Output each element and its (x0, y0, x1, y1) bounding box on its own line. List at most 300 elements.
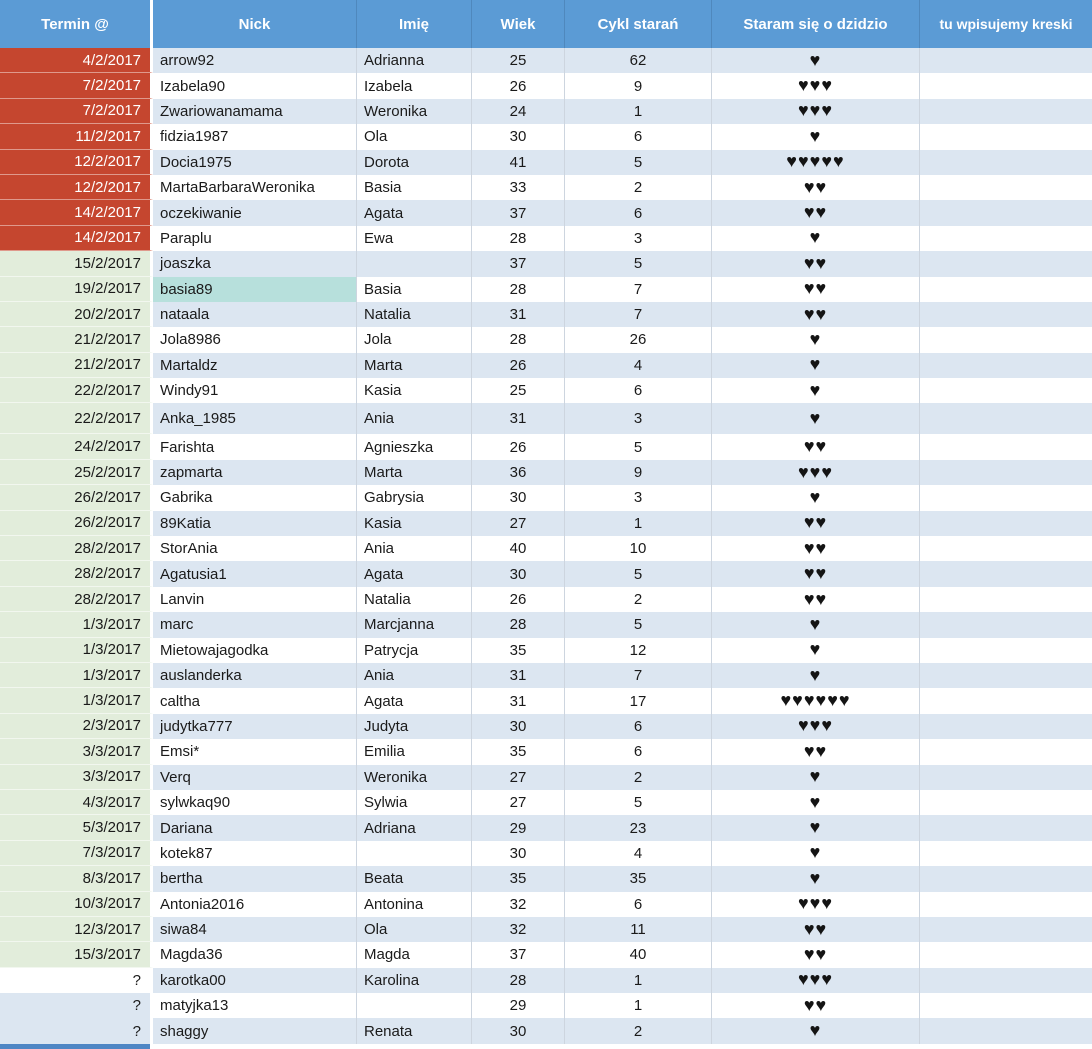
nick-cell[interactable]: arrow92 (153, 48, 357, 73)
cycle-cell[interactable]: 9 (565, 460, 712, 485)
cycle-cell[interactable]: 7 (565, 277, 712, 302)
hearts-cell[interactable] (712, 150, 920, 175)
nick-cell[interactable]: bertha (153, 866, 357, 891)
name-cell[interactable]: Ola (357, 917, 472, 942)
kreski-cell[interactable] (920, 485, 1092, 510)
nick-cell[interactable]: StorAnia (153, 536, 357, 561)
column-header-cykl[interactable]: Cykl starań (565, 0, 712, 48)
cycle-cell[interactable]: 6 (565, 200, 712, 225)
cycle-cell[interactable]: 62 (565, 48, 712, 73)
hearts-cell[interactable] (712, 612, 920, 637)
hearts-cell[interactable] (712, 175, 920, 200)
date-cell[interactable]: ? (0, 1018, 153, 1043)
age-cell[interactable]: 37 (472, 251, 565, 276)
age-cell[interactable]: 36 (472, 460, 565, 485)
hearts-cell[interactable] (712, 378, 920, 403)
date-cell[interactable]: 7/2/2017 (0, 99, 153, 124)
heart-icons: ♥ (809, 842, 822, 863)
name-cell[interactable]: Judyta (357, 714, 472, 739)
age-cell[interactable]: 28 (472, 968, 565, 993)
name-cell[interactable]: Dorota (357, 150, 472, 175)
nick-cell[interactable]: zapmarta (153, 460, 357, 485)
header-row (0, 0, 1092, 48)
hearts-cell[interactable] (712, 765, 920, 790)
nick-cell[interactable]: 89Katia (153, 511, 357, 536)
age-cell[interactable]: 30 (472, 714, 565, 739)
kreski-cell[interactable] (920, 175, 1092, 200)
age-cell[interactable]: 26 (472, 434, 565, 459)
heart-icons: ♥♥♥♥♥♥ (780, 690, 851, 711)
age-cell[interactable]: 40 (472, 536, 565, 561)
date-cell[interactable]: 1/3/2017 (0, 638, 153, 663)
age-cell[interactable]: 37 (472, 200, 565, 225)
name-cell[interactable]: Marcjanna (357, 612, 472, 637)
cycle-cell[interactable]: 2 (565, 175, 712, 200)
cycle-cell[interactable]: 4 (565, 841, 712, 866)
name-cell[interactable]: Basia (357, 175, 472, 200)
kreski-cell[interactable] (920, 638, 1092, 663)
name-cell[interactable]: Karolina (357, 968, 472, 993)
heart-icons: ♥ (809, 354, 822, 375)
age-cell[interactable]: 28 (472, 226, 565, 251)
name-cell[interactable]: Renata (357, 1018, 472, 1043)
age-cell[interactable]: 35 (472, 739, 565, 764)
date-cell[interactable]: 3/3/2017 (0, 739, 153, 764)
date-cell[interactable]: 5/3/2017 (0, 815, 153, 840)
age-cell[interactable]: 32 (472, 892, 565, 917)
date-cell[interactable]: 12/2/2017 (0, 150, 153, 175)
hearts-cell[interactable] (712, 790, 920, 815)
nick-cell[interactable]: sylwkaq90 (153, 790, 357, 815)
date-cell[interactable]: 7/2/2017 (0, 73, 153, 98)
kreski-cell[interactable] (920, 73, 1092, 98)
cycle-cell[interactable]: 5 (565, 612, 712, 637)
heart-icons: ♥♥♥ (797, 100, 834, 121)
age-cell[interactable]: 28 (472, 277, 565, 302)
name-cell[interactable]: Marta (357, 353, 472, 378)
hearts-cell[interactable] (712, 688, 920, 713)
heart-icons: ♥ (809, 328, 822, 349)
nick-cell[interactable]: Lanvin (153, 587, 357, 612)
nick-cell[interactable]: Jola8986 (153, 327, 357, 352)
hearts-cell[interactable] (712, 403, 920, 434)
kreski-cell[interactable] (920, 1018, 1092, 1043)
cycle-cell[interactable]: 2 (565, 765, 712, 790)
cycle-cell[interactable]: 6 (565, 124, 712, 149)
age-cell[interactable]: 25 (472, 378, 565, 403)
cycle-cell[interactable]: 35 (565, 866, 712, 891)
name-cell[interactable] (357, 993, 472, 1018)
hearts-cell[interactable] (712, 99, 920, 124)
hearts-cell[interactable] (712, 302, 920, 327)
cycle-cell[interactable]: 7 (565, 302, 712, 327)
cycle-cell[interactable]: 6 (565, 714, 712, 739)
date-cell[interactable]: 1/3/2017 (0, 688, 153, 713)
nick-cell[interactable]: Antonia2016 (153, 892, 357, 917)
age-cell[interactable]: 31 (472, 688, 565, 713)
kreski-cell[interactable] (920, 892, 1092, 917)
name-cell[interactable]: Ania (357, 536, 472, 561)
name-cell[interactable]: Patrycja (357, 638, 472, 663)
age-cell[interactable]: 32 (472, 917, 565, 942)
cycle-cell[interactable]: 26 (565, 327, 712, 352)
cycle-cell[interactable]: 2 (565, 1018, 712, 1043)
table-body (0, 48, 1092, 1044)
name-cell[interactable]: Jola (357, 327, 472, 352)
nick-cell[interactable]: Agatusia1 (153, 561, 357, 586)
hearts-cell[interactable] (712, 638, 920, 663)
name-cell[interactable]: Kasia (357, 511, 472, 536)
cycle-cell[interactable]: 3 (565, 485, 712, 510)
cycle-cell[interactable]: 3 (565, 226, 712, 251)
name-cell[interactable]: Magda (357, 942, 472, 967)
cycle-cell[interactable]: 6 (565, 378, 712, 403)
hearts-cell[interactable] (712, 892, 920, 917)
heart-icons: ♥ (809, 766, 822, 787)
date-cell[interactable]: 14/2/2017 (0, 226, 153, 251)
heart-icons: ♥♥ (803, 994, 828, 1015)
age-cell[interactable]: 35 (472, 638, 565, 663)
nick-cell[interactable]: judytka777 (153, 714, 357, 739)
name-cell[interactable]: Ania (357, 403, 472, 434)
name-cell[interactable]: Agnieszka (357, 434, 472, 459)
table-row (0, 403, 1092, 434)
hearts-cell[interactable] (712, 460, 920, 485)
cycle-cell[interactable]: 7 (565, 663, 712, 688)
name-cell[interactable]: Weronika (357, 765, 472, 790)
cycle-cell[interactable]: 6 (565, 739, 712, 764)
kreski-cell[interactable] (920, 353, 1092, 378)
hearts-cell[interactable] (712, 124, 920, 149)
nick-cell[interactable]: caltha (153, 688, 357, 713)
hearts-cell[interactable] (712, 536, 920, 561)
age-cell[interactable]: 30 (472, 1018, 565, 1043)
age-cell[interactable]: 31 (472, 663, 565, 688)
age-cell[interactable]: 25 (472, 48, 565, 73)
age-cell[interactable]: 29 (472, 993, 565, 1018)
hearts-cell[interactable] (712, 277, 920, 302)
date-cell[interactable]: 24/2/2017 (0, 434, 153, 459)
heart-icons: ♥ (809, 613, 822, 634)
age-cell[interactable]: 33 (472, 175, 565, 200)
hearts-cell[interactable] (712, 485, 920, 510)
nick-cell[interactable]: Docia1975 (153, 150, 357, 175)
age-cell[interactable]: 30 (472, 485, 565, 510)
age-cell[interactable]: 41 (472, 150, 565, 175)
kreski-cell[interactable] (920, 612, 1092, 637)
hearts-cell[interactable] (712, 200, 920, 225)
age-cell[interactable]: 31 (472, 302, 565, 327)
column-header-nick[interactable]: Nick (153, 0, 357, 48)
name-cell[interactable] (357, 251, 472, 276)
cycle-cell[interactable]: 5 (565, 150, 712, 175)
column-header-wiek[interactable]: Wiek (472, 0, 565, 48)
age-cell[interactable]: 31 (472, 403, 565, 434)
cycle-cell[interactable]: 5 (565, 790, 712, 815)
hearts-cell[interactable] (712, 226, 920, 251)
name-cell[interactable]: Beata (357, 866, 472, 891)
date-cell[interactable]: 12/2/2017 (0, 175, 153, 200)
date-cell[interactable]: 15/2/2017 (0, 251, 153, 276)
age-cell[interactable]: 26 (472, 353, 565, 378)
nick-cell[interactable]: Gabrika (153, 485, 357, 510)
kreski-cell[interactable] (920, 226, 1092, 251)
nick-cell[interactable]: nataala (153, 302, 357, 327)
kreski-cell[interactable] (920, 739, 1092, 764)
cycle-cell[interactable]: 1 (565, 968, 712, 993)
nick-cell[interactable]: Martaldz (153, 353, 357, 378)
nick-cell[interactable]: joaszka (153, 251, 357, 276)
heart-icons: ♥♥ (803, 563, 828, 584)
kreski-cell[interactable] (920, 536, 1092, 561)
cycle-cell[interactable]: 6 (565, 892, 712, 917)
name-cell[interactable]: Marta (357, 460, 472, 485)
nick-cell[interactable]: shaggy (153, 1018, 357, 1043)
date-cell[interactable]: 12/3/2017 (0, 917, 153, 942)
name-cell[interactable]: Sylwia (357, 790, 472, 815)
age-cell[interactable]: 30 (472, 841, 565, 866)
kreski-cell[interactable] (920, 942, 1092, 967)
column-header-dzidzio[interactable]: Staram się o dzidzio (712, 0, 920, 48)
nick-cell[interactable]: Windy91 (153, 378, 357, 403)
kreski-cell[interactable] (920, 841, 1092, 866)
age-cell[interactable]: 28 (472, 327, 565, 352)
table-row (0, 688, 1092, 713)
hearts-cell[interactable] (712, 815, 920, 840)
kreski-cell[interactable] (920, 460, 1092, 485)
kreski-cell[interactable] (920, 277, 1092, 302)
name-cell[interactable]: Adrianna (357, 48, 472, 73)
date-cell[interactable]: 25/2/2017 (0, 460, 153, 485)
date-cell[interactable]: ? (0, 993, 153, 1018)
kreski-cell[interactable] (920, 327, 1092, 352)
age-cell[interactable]: 27 (472, 511, 565, 536)
kreski-cell[interactable] (920, 511, 1092, 536)
kreski-cell[interactable] (920, 200, 1092, 225)
date-cell[interactable]: 4/3/2017 (0, 790, 153, 815)
nick-cell[interactable]: Dariana (153, 815, 357, 840)
date-cell[interactable]: 26/2/2017 (0, 511, 153, 536)
cycle-cell[interactable]: 4 (565, 353, 712, 378)
age-cell[interactable]: 30 (472, 561, 565, 586)
age-cell[interactable]: 30 (472, 124, 565, 149)
age-cell[interactable]: 26 (472, 587, 565, 612)
cycle-cell[interactable]: 17 (565, 688, 712, 713)
date-cell[interactable]: 21/2/2017 (0, 353, 153, 378)
cycle-cell[interactable]: 12 (565, 638, 712, 663)
name-cell[interactable]: Ania (357, 663, 472, 688)
nick-cell[interactable]: Emsi* (153, 739, 357, 764)
cycle-cell[interactable]: 2 (565, 587, 712, 612)
cycle-cell[interactable]: 11 (565, 917, 712, 942)
kreski-cell[interactable] (920, 714, 1092, 739)
date-cell[interactable]: 28/2/2017 (0, 587, 153, 612)
nick-cell[interactable]: kotek87 (153, 841, 357, 866)
age-cell[interactable]: 35 (472, 866, 565, 891)
hearts-cell[interactable] (712, 917, 920, 942)
nick-cell[interactable]: Magda36 (153, 942, 357, 967)
nick-cell[interactable]: oczekiwanie (153, 200, 357, 225)
nick-cell[interactable]: Verq (153, 765, 357, 790)
age-cell[interactable]: 27 (472, 790, 565, 815)
name-cell[interactable]: Antonina (357, 892, 472, 917)
kreski-cell[interactable] (920, 434, 1092, 459)
name-cell[interactable]: Emilia (357, 739, 472, 764)
date-cell[interactable]: 22/2/2017 (0, 378, 153, 403)
age-cell[interactable]: 29 (472, 815, 565, 840)
name-cell[interactable]: Weronika (357, 99, 472, 124)
table-row (0, 638, 1092, 663)
kreski-cell[interactable] (920, 150, 1092, 175)
nick-cell[interactable]: Izabela90 (153, 73, 357, 98)
kreski-cell[interactable] (920, 48, 1092, 73)
date-cell[interactable]: ? (0, 968, 153, 993)
date-cell[interactable]: 3/3/2017 (0, 765, 153, 790)
hearts-cell[interactable] (712, 251, 920, 276)
date-cell[interactable]: 19/2/2017 (0, 277, 153, 302)
hearts-cell[interactable] (712, 73, 920, 98)
nick-cell[interactable]: basia89 (153, 277, 357, 302)
kreski-cell[interactable] (920, 688, 1092, 713)
nick-cell[interactable]: fidzia1987 (153, 124, 357, 149)
nick-cell[interactable]: marc (153, 612, 357, 637)
date-cell[interactable]: 14/2/2017 (0, 200, 153, 225)
name-cell[interactable]: Adriana (357, 815, 472, 840)
kreski-cell[interactable] (920, 99, 1092, 124)
date-cell[interactable]: 2/3/2017 (0, 714, 153, 739)
nick-cell[interactable]: karotka00 (153, 968, 357, 993)
date-cell[interactable]: 1/3/2017 (0, 612, 153, 637)
nick-cell[interactable]: Farishta (153, 434, 357, 459)
cycle-cell[interactable]: 1 (565, 511, 712, 536)
kreski-cell[interactable] (920, 815, 1092, 840)
hearts-cell[interactable] (712, 866, 920, 891)
cycle-cell[interactable]: 5 (565, 561, 712, 586)
kreski-cell[interactable] (920, 993, 1092, 1018)
hearts-cell[interactable] (712, 942, 920, 967)
kreski-cell[interactable] (920, 968, 1092, 993)
kreski-cell[interactable] (920, 790, 1092, 815)
hearts-cell[interactable] (712, 739, 920, 764)
name-cell[interactable]: Basia (357, 277, 472, 302)
date-cell[interactable]: 28/2/2017 (0, 536, 153, 561)
table-row (0, 378, 1092, 403)
name-cell[interactable]: Agata (357, 561, 472, 586)
date-cell[interactable]: 7/3/2017 (0, 841, 153, 866)
kreski-cell[interactable] (920, 124, 1092, 149)
date-cell[interactable]: 28/2/2017 (0, 561, 153, 586)
name-cell[interactable]: Gabrysia (357, 485, 472, 510)
kreski-cell[interactable] (920, 765, 1092, 790)
age-cell[interactable]: 26 (472, 73, 565, 98)
kreski-cell[interactable] (920, 587, 1092, 612)
name-cell[interactable] (357, 841, 472, 866)
hearts-cell[interactable] (712, 511, 920, 536)
cycle-cell[interactable]: 1 (565, 99, 712, 124)
hearts-cell[interactable] (712, 587, 920, 612)
nick-cell[interactable]: auslanderka (153, 663, 357, 688)
column-header-termin[interactable]: Termin @ (0, 0, 153, 48)
age-cell[interactable]: 27 (472, 765, 565, 790)
name-cell[interactable]: Natalia (357, 587, 472, 612)
age-cell[interactable]: 24 (472, 99, 565, 124)
kreski-cell[interactable] (920, 866, 1092, 891)
name-cell[interactable]: Kasia (357, 378, 472, 403)
heart-icons: ♥ (809, 867, 822, 888)
name-cell[interactable]: Agata (357, 688, 472, 713)
nick-cell[interactable]: Mietowajagodka (153, 638, 357, 663)
column-header-imie[interactable]: Imię (357, 0, 472, 48)
kreski-cell[interactable] (920, 917, 1092, 942)
table-row (0, 1018, 1092, 1043)
name-cell[interactable]: Natalia (357, 302, 472, 327)
cycle-cell[interactable]: 5 (565, 251, 712, 276)
kreski-cell[interactable] (920, 251, 1092, 276)
age-cell[interactable]: 28 (472, 612, 565, 637)
nick-cell[interactable]: matyjka13 (153, 993, 357, 1018)
nick-cell[interactable]: Zwariowanamama (153, 99, 357, 124)
hearts-cell[interactable] (712, 1018, 920, 1043)
date-cell[interactable]: 20/2/2017 (0, 302, 153, 327)
date-cell[interactable]: 21/2/2017 (0, 327, 153, 352)
date-cell[interactable]: 4/2/2017 (0, 48, 153, 73)
date-cell[interactable]: 11/2/2017 (0, 124, 153, 149)
nick-cell[interactable]: MartaBarbaraWeronika (153, 175, 357, 200)
hearts-cell[interactable] (712, 434, 920, 459)
nick-cell[interactable]: Anka_1985 (153, 403, 357, 434)
kreski-cell[interactable] (920, 561, 1092, 586)
kreski-cell[interactable] (920, 403, 1092, 434)
cycle-cell[interactable]: 3 (565, 403, 712, 434)
hearts-cell[interactable] (712, 968, 920, 993)
kreski-cell[interactable] (920, 378, 1092, 403)
hearts-cell[interactable] (712, 353, 920, 378)
date-cell[interactable]: 22/2/2017 (0, 403, 153, 434)
name-cell[interactable]: Ola (357, 124, 472, 149)
kreski-cell[interactable] (920, 663, 1092, 688)
date-cell[interactable]: 10/3/2017 (0, 892, 153, 917)
cycle-cell[interactable]: 23 (565, 815, 712, 840)
nick-cell[interactable]: siwa84 (153, 917, 357, 942)
hearts-cell[interactable] (712, 561, 920, 586)
cycle-cell[interactable]: 5 (565, 434, 712, 459)
age-cell[interactable]: 37 (472, 942, 565, 967)
cycle-cell[interactable]: 1 (565, 993, 712, 1018)
heart-icons: ♥ (809, 379, 822, 400)
hearts-cell[interactable] (712, 48, 920, 73)
column-header-kreski[interactable]: tu wpisujemy kreski (939, 16, 1073, 32)
table-row (0, 536, 1092, 561)
nick-cell[interactable]: Paraplu (153, 226, 357, 251)
name-cell[interactable]: Ewa (357, 226, 472, 251)
name-cell[interactable]: Agata (357, 200, 472, 225)
date-cell[interactable]: 8/3/2017 (0, 866, 153, 891)
hearts-cell[interactable] (712, 663, 920, 688)
cycle-cell[interactable]: 10 (565, 536, 712, 561)
date-cell[interactable]: 1/3/2017 (0, 663, 153, 688)
hearts-cell[interactable] (712, 841, 920, 866)
cycle-cell[interactable]: 40 (565, 942, 712, 967)
hearts-cell[interactable] (712, 327, 920, 352)
kreski-cell[interactable] (920, 302, 1092, 327)
hearts-cell[interactable] (712, 993, 920, 1018)
hearts-cell[interactable] (712, 714, 920, 739)
cycle-cell[interactable]: 9 (565, 73, 712, 98)
date-cell[interactable]: 15/3/2017 (0, 942, 153, 967)
table-row (0, 892, 1092, 917)
date-cell[interactable]: 26/2/2017 (0, 485, 153, 510)
name-cell[interactable]: Izabela (357, 73, 472, 98)
